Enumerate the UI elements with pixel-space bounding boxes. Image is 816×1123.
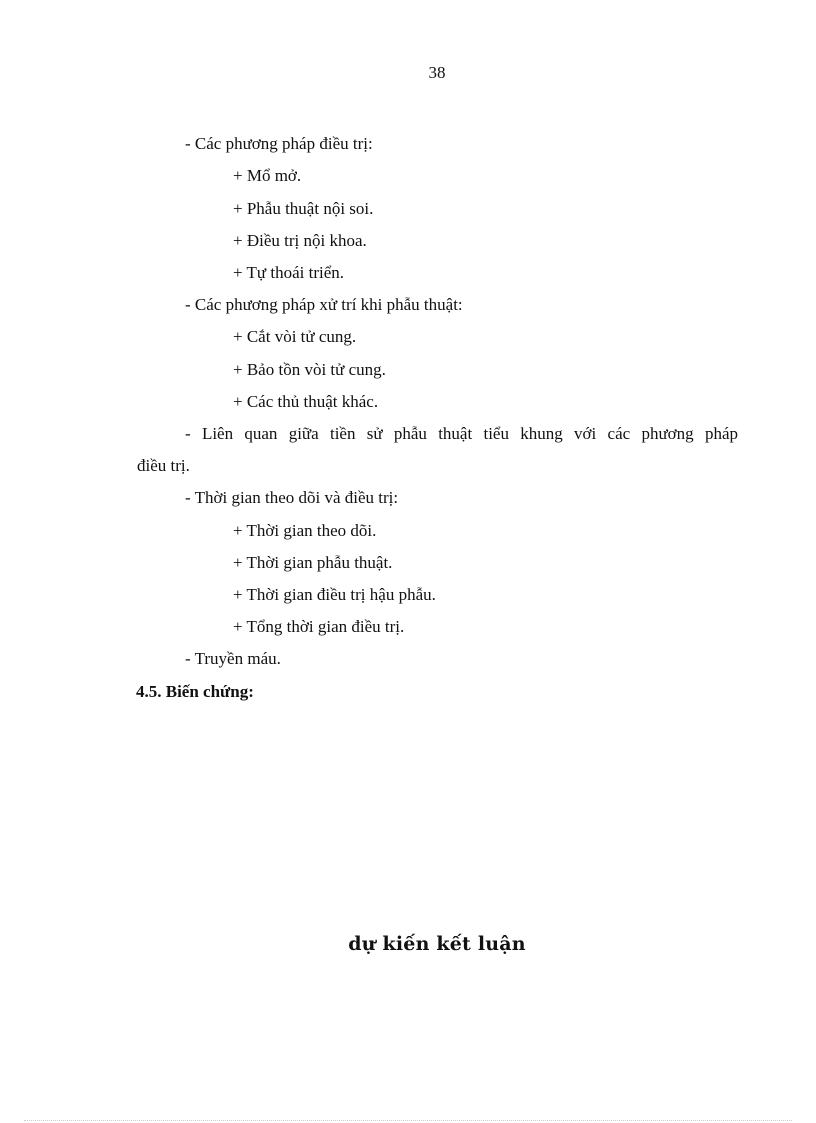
list-item: + Điều trị nội khoa. [233, 231, 367, 250]
page-number: 38 [428, 63, 446, 82]
list-item: + Tổng thời gian điều trị. [233, 617, 405, 636]
relation-line-1: - Liên quan giữa tiền sử phẫu thuật tiểu khung với các phương pháp [185, 424, 738, 443]
list-item: + Phẫu thuật nội soi. [233, 199, 374, 218]
list-item: + Cắt vòi tử cung. [233, 327, 357, 346]
follow-up-heading: - Thời gian theo dõi và điều trị: [185, 488, 399, 507]
list-item: + Tự thoái triển. [233, 263, 345, 282]
conclusion-title: dự kiến kết luận [348, 933, 526, 955]
page-bottom-divider [24, 1120, 792, 1121]
list-item: + Thời gian phẫu thuật. [233, 553, 393, 572]
transfusion-line: - Truyền máu. [185, 649, 281, 668]
list-item: + Các thủ thuật khác. [233, 392, 379, 411]
list-item: + Bảo tồn vòi tử cung. [233, 360, 386, 379]
treatment-methods-heading: - Các phương pháp điều trị: [185, 134, 373, 153]
relation-line-2: điều trị. [137, 456, 190, 475]
list-item: + Thời gian điều trị hậu phẫu. [233, 585, 436, 604]
list-item: + Thời gian theo dõi. [233, 521, 377, 540]
surgical-methods-heading: - Các phương pháp xử trí khi phẫu thuật: [185, 295, 463, 314]
section-heading: 4.5. Biến chứng: [136, 682, 254, 701]
list-item: + Mổ mở. [233, 166, 302, 185]
